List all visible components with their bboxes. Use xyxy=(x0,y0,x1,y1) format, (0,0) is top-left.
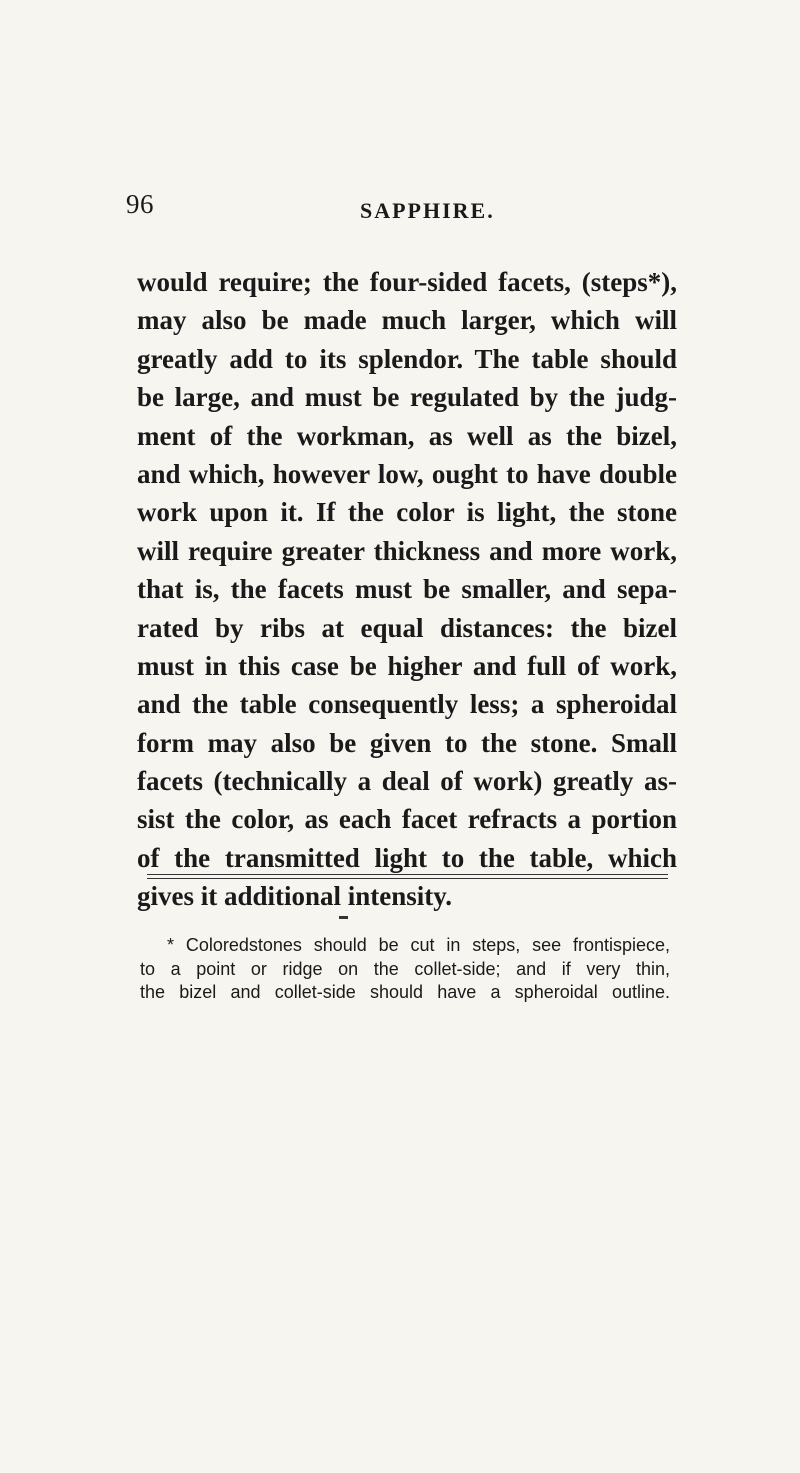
body-line: gives it additional intensity. xyxy=(137,881,453,912)
body-line: rated by ribs at equal distances: the bizel xyxy=(137,612,677,643)
running-head: SAPPHIRE. xyxy=(360,198,495,223)
footnote-rule xyxy=(147,874,668,875)
body-line: work upon it. If the color is light, the stone xyxy=(137,497,677,528)
body-line: would require; the four-sided facets, (steps*), xyxy=(137,267,677,297)
footnote-line: the bizel and collet-side should have a spheroidal outline. xyxy=(140,982,670,1002)
body-text xyxy=(137,263,677,916)
body-line: ment of the workman, as well as the bizel, xyxy=(137,420,677,451)
body-line: and the table consequently less; a spheroidal xyxy=(137,689,677,720)
body-line: must in this case be higher and full of work, xyxy=(137,650,677,681)
body-line: greatly add to its splendor. The table should xyxy=(137,343,677,374)
footnote-line: * Coloredstones should be cut in steps, see frontispiece, xyxy=(167,935,670,955)
body-line: and which, however low, ought to have double xyxy=(137,458,677,489)
footnote xyxy=(140,934,670,1005)
body-line: form may also be given to the stone. Small xyxy=(137,727,677,758)
footnote-line: to a point or ridge on the collet-side; and if very thin, xyxy=(140,958,670,979)
footnote-rule xyxy=(147,878,668,879)
body-line: that is, the facets must be smaller, and sepa- xyxy=(137,574,677,605)
body-line: of the transmitted light to the table, which xyxy=(137,842,677,873)
body-line: sist the color, as each facet refracts a portion xyxy=(137,804,677,835)
body-line: may also be made much larger, which will xyxy=(137,305,677,336)
footnote-separator-mark xyxy=(339,916,348,919)
page-number: 96 xyxy=(126,189,154,219)
body-line: be large, and must be regulated by the judg- xyxy=(137,382,677,413)
body-line: will require greater thickness and more work, xyxy=(137,535,677,566)
body-line: facets (technically a deal of work) greatly as- xyxy=(137,766,677,797)
